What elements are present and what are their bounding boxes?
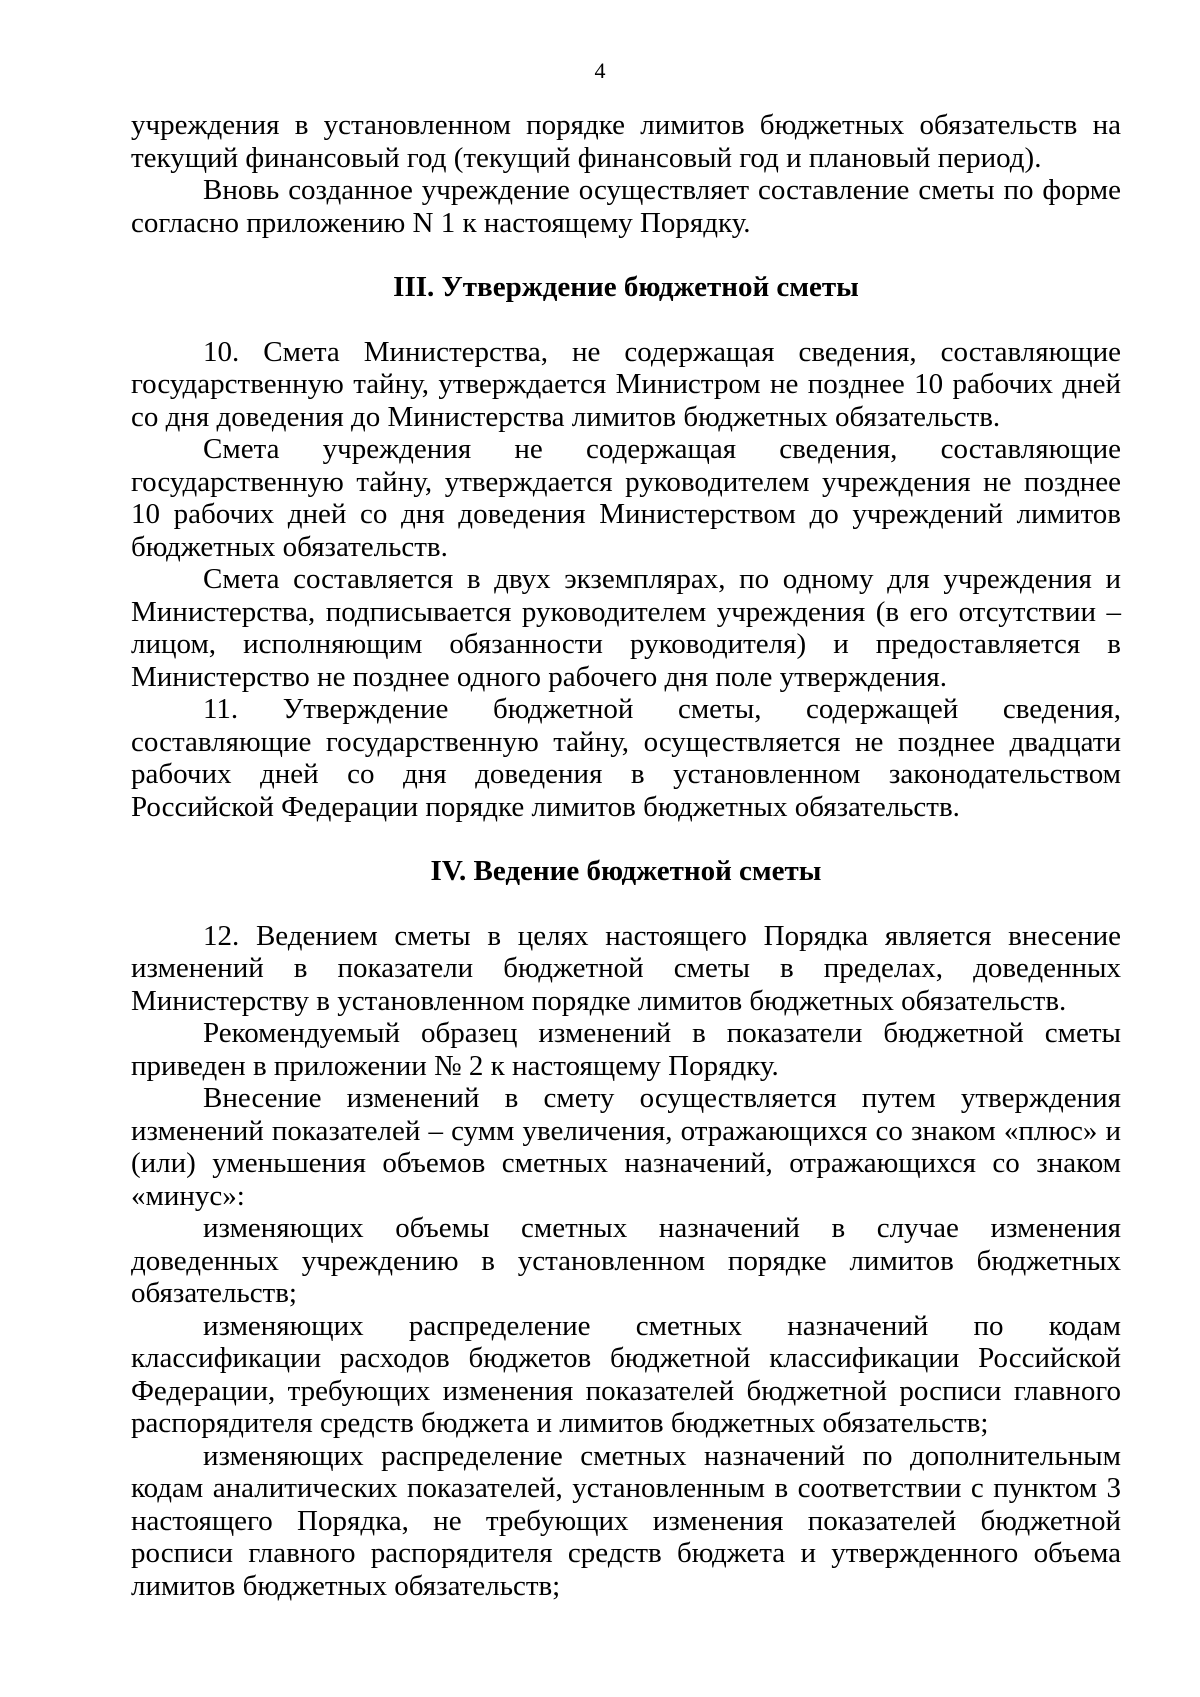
paragraph: изменяющих распределение сметных назначений по дополнительным кодам аналитических показателей, установленным в соответствии с пунктом 3 настоящего Порядка, не требующих изменения показателей бюджетной росписи главного распорядителя средств бюджета и утвержденного объема лимитов бюджетных обязательств; [131,1439,1121,1602]
paragraph: учреждения в установленном порядке лимитов бюджетных обязательств на текущий финансовый год (текущий финансовый год и плановый период). [131,109,1121,174]
paragraph: 11. Утверждение бюджетной сметы, содержащей сведения, составляющие государственную тайну, осуществляется не позднее двадцати рабочих дней со дня доведения в установленном законодательством Российской Федерации порядке лимитов бюджетных обязательств. [131,693,1121,823]
paragraph: Рекомендуемый образец изменений в показатели бюджетной сметы приведен в приложении № 2 к настоящему Порядку. [131,1017,1121,1082]
section-heading-4: IV. Ведение бюджетной сметы [430,855,822,887]
paragraph: 12. Ведением сметы в целях настоящего Порядка является внесение изменений в показатели бюджетной сметы в пределах, доведенных Министерству в установленном порядке лимитов бюджетных обязательств. [131,919,1121,1017]
paragraph: Смета составляется в двух экземплярах, по одному для учреждения и Министерства, подписывается руководителем учреждения (в его отсутствии – лицом, исполняющим обязанности руководителя) и предоставляется в Министерство не позднее одного рабочего дня поле утверждения. [131,563,1121,693]
paragraph: изменяющих объемы сметных назначений в случае изменения доведенных учреждению в установленном порядке лимитов бюджетных обязательств; [131,1212,1121,1309]
section-heading-3: III. Утверждение бюджетной сметы [393,271,859,303]
paragraph: Внесение изменений в смету осуществляется путем утверждения изменений показателей – сумм увеличения, отражающихся со знаком «плюс» и (или) уменьшения объемов сметных назначений, отражающихся со знаком «минус»: [131,1082,1121,1212]
paragraph: Вновь созданное учреждение осуществляет составление сметы по форме согласно приложению N 1 к настоящему Порядку. [131,174,1121,239]
page-number: 4 [594,58,606,83]
paragraph: 10. Смета Министерства, не содержащая сведения, составляющие государственную тайну, утверждается Министром не позднее 10 рабочих дней со дня доведения до Министерства лимитов бюджетных обязательств. [131,335,1121,433]
paragraph: изменяющих распределение сметных назначений по кодам классификации расходов бюджетов бюджетной классификации Российской Федерации, требующих изменения показателей бюджетной росписи главного распорядителя средств бюджета и лимитов бюджетных обязательств; [131,1309,1121,1439]
document-body [131,109,1121,1602]
paragraph: Смета учреждения не содержащая сведения, составляющие государственную тайну, утверждается руководителем учреждения не позднее 10 рабочих дней со дня доведения Министерством до учреждений лимитов бюджетных обязательств. [131,433,1121,563]
